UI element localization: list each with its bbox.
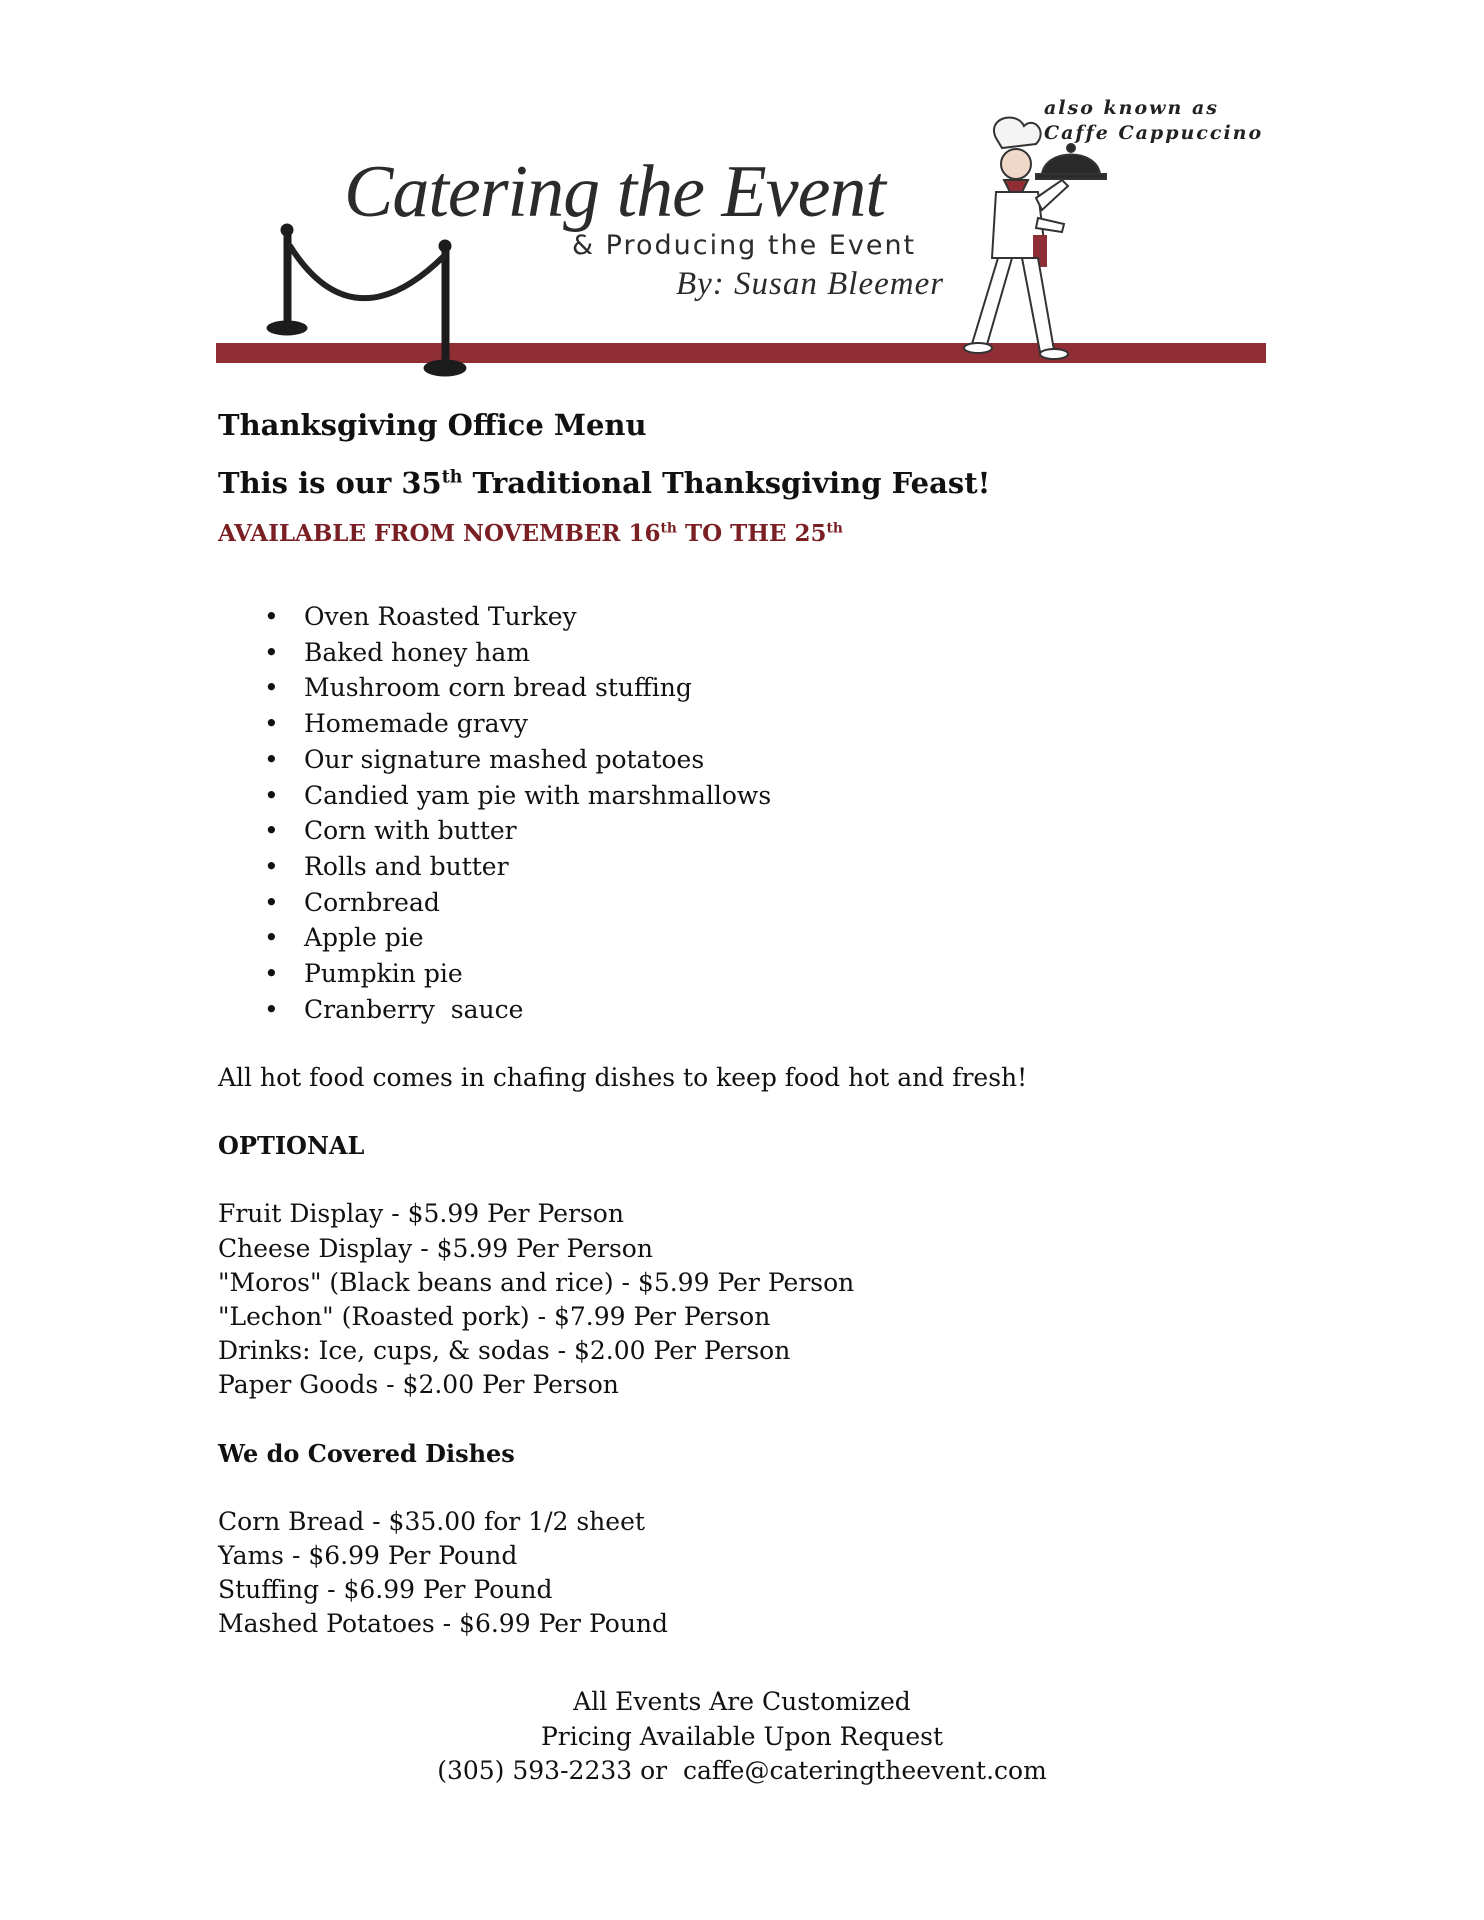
list-item	[218, 920, 1268, 956]
menu-item-label: Rolls and butter	[304, 851, 509, 881]
chafing-note: All hot food comes in chafing dishes to keep food hot and fresh!	[218, 1063, 1028, 1093]
logo-title: Catering the Event	[344, 151, 885, 233]
footer-contact: (305) 593-2233 or caffe@cateringtheevent.com	[437, 1756, 1047, 1785]
logo-byline: By: Susan Bleemer	[676, 266, 945, 302]
price-row: Paper Goods - $2.00 Per Person	[218, 1370, 619, 1400]
bullet-icon: •	[264, 673, 279, 703]
price-row: Stuffing - $6.99 Per Pound	[218, 1575, 553, 1605]
avail-prefix: AVAILABLE FROM NOVEMBER 16	[218, 520, 661, 547]
optional-heading: OPTIONAL	[218, 1131, 365, 1161]
avail-sup-start: th	[660, 520, 677, 537]
menu-item-label: Candied yam pie with marshmallows	[304, 780, 772, 810]
covered-dishes-heading: We do Covered Dishes	[218, 1438, 515, 1468]
list-item	[218, 956, 1268, 992]
menu-item-label: Cornbread	[304, 887, 440, 917]
menu-item-label: Oven Roasted Turkey	[304, 602, 577, 631]
logo-subtitle: & Producing the Event	[572, 230, 917, 261]
list-item	[218, 706, 1268, 742]
bullet-icon: •	[264, 923, 279, 953]
bullet-icon: •	[264, 780, 279, 810]
menu-item-label: Corn with butter	[304, 816, 517, 846]
bullet-icon: •	[264, 959, 279, 989]
covered-price-list	[218, 1505, 1268, 1642]
menu-item-label: Mushroom corn bread stuffing	[304, 673, 692, 703]
logo-aka-text	[1044, 96, 1263, 146]
bullet-icon: •	[264, 637, 279, 667]
feast-sup: th	[441, 467, 463, 488]
menu-item-label: Pumpkin pie	[304, 959, 463, 989]
bullet-icon: •	[264, 816, 279, 846]
feast-prefix: This is our 35	[218, 466, 442, 500]
contact-footer	[0, 1685, 1484, 1789]
bullet-icon: •	[264, 602, 279, 631]
avail-middle: TO THE 25	[676, 520, 827, 547]
logo-aka-line2: Caffe Cappuccino	[1044, 122, 1264, 144]
logo-aka-line1: also known as	[1044, 97, 1219, 119]
bullet-icon: •	[264, 744, 279, 774]
rope-icon	[290, 246, 444, 298]
logo-red-bar	[216, 343, 1266, 363]
list-item	[218, 742, 1268, 778]
menu-item-label: Baked honey ham	[304, 637, 531, 667]
price-row: Drinks: Ice, cups, & sodas - $2.00 Per Person	[218, 1336, 791, 1366]
price-row: Mashed Potatoes - $6.99 Per Pound	[218, 1609, 669, 1639]
menu-item-label: Apple pie	[304, 923, 424, 953]
logo-banner	[216, 88, 1266, 388]
list-item	[218, 599, 1268, 635]
availability-notice	[218, 517, 1268, 551]
price-row: "Moros" (Black beans and rice) - $5.99 Per Person	[218, 1267, 855, 1297]
chef-waiter-icon	[964, 117, 1106, 359]
list-item	[218, 885, 1268, 921]
menu-item-label: Cranberry sauce	[304, 994, 524, 1024]
price-row: Corn Bread - $35.00 for 1/2 sheet	[218, 1506, 645, 1536]
list-item	[218, 849, 1268, 885]
list-item	[218, 778, 1268, 814]
menu-item-label: Homemade gravy	[304, 709, 528, 739]
footer-customized: All Events Are Customized	[573, 1687, 911, 1716]
bullet-icon: •	[264, 851, 279, 881]
stanchion-left-icon	[267, 224, 307, 335]
list-item	[218, 635, 1268, 671]
list-item	[218, 813, 1268, 849]
bullet-icon: •	[264, 887, 279, 917]
price-row: "Lechon" (Roasted pork) - $7.99 Per Person	[218, 1302, 771, 1332]
bullet-icon: •	[264, 709, 279, 739]
menu-items-list	[218, 599, 1268, 1027]
price-row: Yams - $6.99 Per Pound	[218, 1540, 518, 1570]
list-item	[218, 992, 1268, 1028]
feast-heading	[218, 463, 1268, 503]
footer-pricing: Pricing Available Upon Request	[540, 1721, 944, 1751]
price-row: Fruit Display - $5.99 Per Person	[218, 1199, 624, 1229]
price-row: Cheese Display - $5.99 Per Person	[218, 1233, 653, 1263]
menu-title: Thanksgiving Office Menu	[218, 408, 647, 442]
bullet-icon: •	[264, 994, 279, 1024]
optional-price-list	[218, 1197, 1268, 1402]
menu-content	[218, 405, 1268, 1641]
feast-suffix: Traditional Thanksgiving Feast!	[462, 466, 991, 500]
list-item	[218, 670, 1268, 706]
menu-item-label: Our signature mashed potatoes	[304, 744, 705, 774]
avail-sup-end: th	[826, 520, 843, 537]
